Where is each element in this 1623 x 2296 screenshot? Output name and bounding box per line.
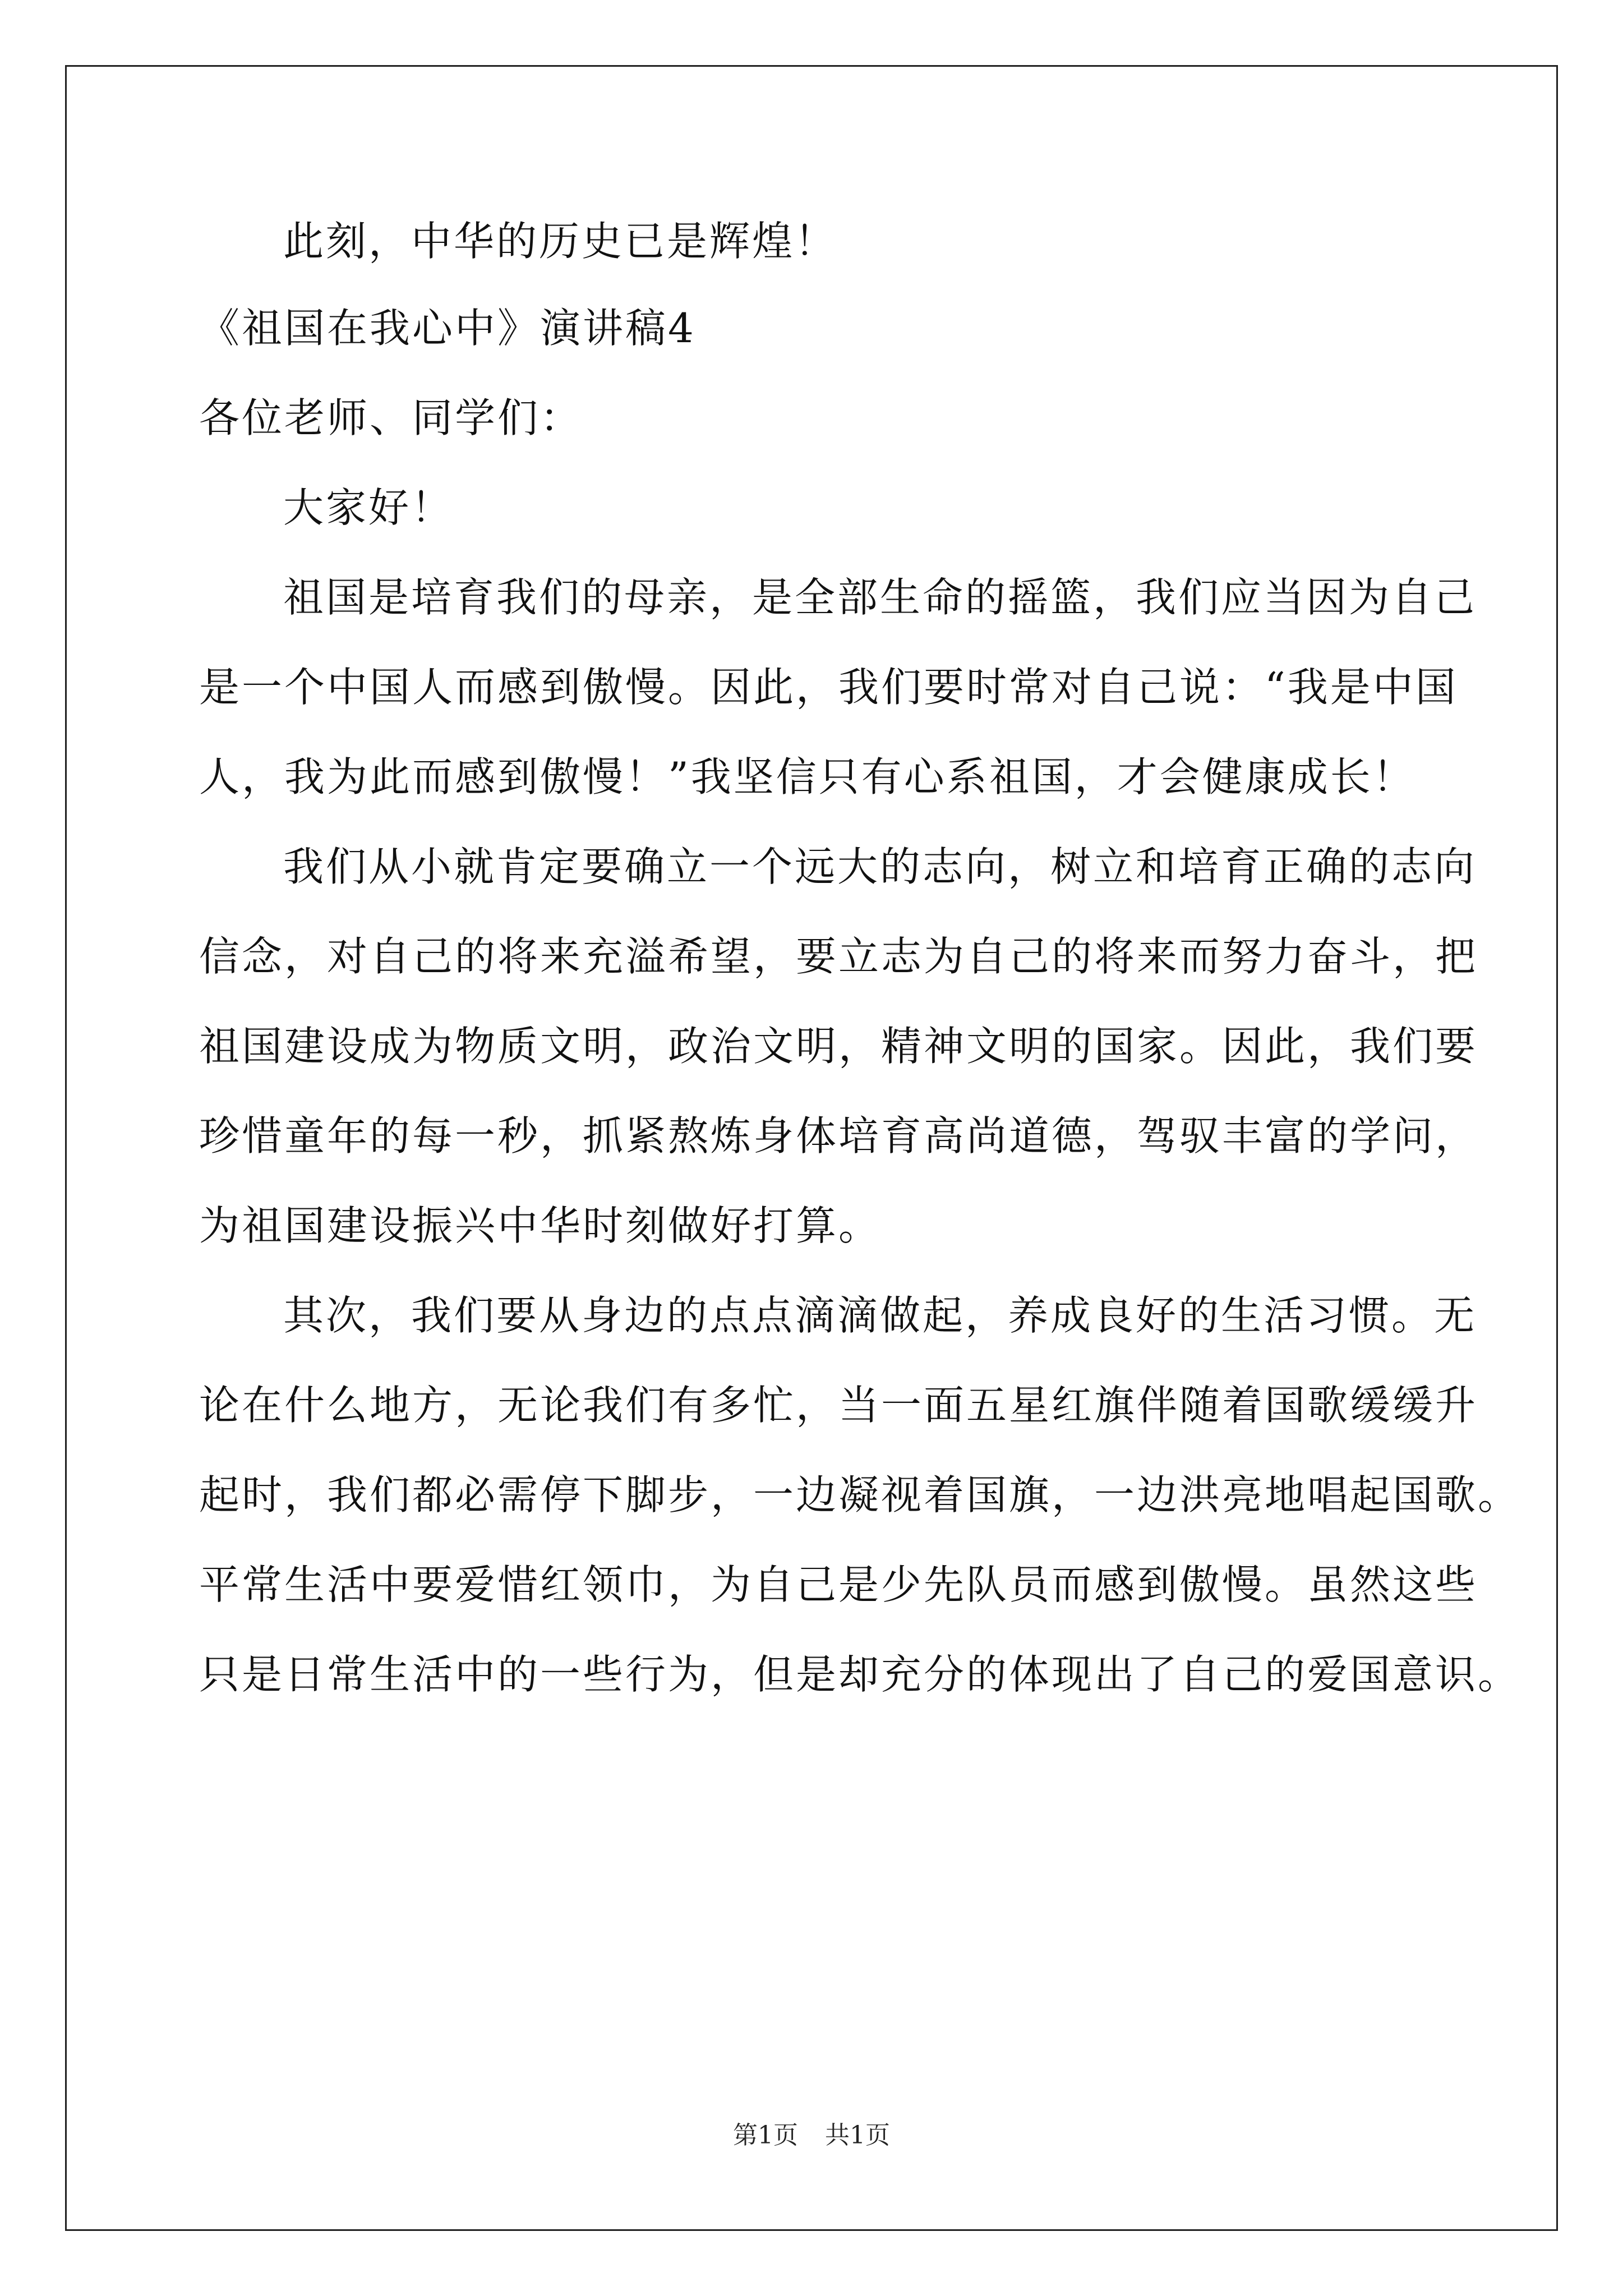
paragraph-line: 人，我为此而感到傲慢！”我坚信只有心系祖国，才会健康成长！ bbox=[199, 753, 1415, 800]
paragraph-line: 我们从小就肯定要确立一个远大的志向，树立和培育正确的志向 bbox=[283, 843, 1477, 890]
paragraph-line: 只是日常生活中的一些行为，但是却充分的体现出了自己的爱国意识。 bbox=[199, 1651, 1521, 1698]
paragraph-line: 论在什么地方，无论我们有多忙，当一面五星红旗伴随着国歌缓缓升 bbox=[199, 1382, 1478, 1429]
paragraph-line: 祖国建设成为物质文明，政治文明，精神文明的国家。因此，我们要 bbox=[199, 1023, 1478, 1070]
paragraph-line: 平常生活中要爱惜红领巾，为自己是少先队员而感到傲慢。虽然这些 bbox=[199, 1561, 1478, 1608]
paragraph-line: 祖国是培育我们的母亲，是全部生命的摇篮，我们应当因为自己 bbox=[283, 574, 1477, 621]
paragraph-line: 珍惜童年的每一秒，抓紧熬炼身体培育高尚道德，驾驭丰富的学问， bbox=[199, 1112, 1478, 1159]
page-number: 第1页 bbox=[733, 2121, 798, 2150]
paragraph-line: 为祖国建设振兴中华时刻做好打算。 bbox=[199, 1202, 882, 1249]
salutation: 各位老师、同学们： bbox=[199, 394, 583, 441]
greeting: 大家好！ bbox=[283, 484, 454, 531]
page-footer bbox=[0, 2115, 1623, 2151]
paragraph-line: 其次，我们要从身边的点点滴滴做起，养成良好的生活习惯。无 bbox=[283, 1292, 1477, 1339]
paragraph-line: 此刻，中华的历史已是辉煌！ bbox=[283, 218, 838, 265]
paragraph-line: 起时，我们都必需停下脚步，一边凝视着国旗，一边洪亮地唱起国歌。 bbox=[199, 1471, 1521, 1519]
page-total: 共1页 bbox=[825, 2121, 890, 2150]
paragraph-line: 是一个中国人而感到傲慢。因此，我们要时常对自己说：“我是中国 bbox=[199, 664, 1458, 711]
speech-title: 《祖国在我心中》演讲稿4 bbox=[199, 305, 696, 352]
paragraph-line: 信念，对自己的将来充溢希望，要立志为自己的将来而努力奋斗，把 bbox=[199, 933, 1478, 980]
